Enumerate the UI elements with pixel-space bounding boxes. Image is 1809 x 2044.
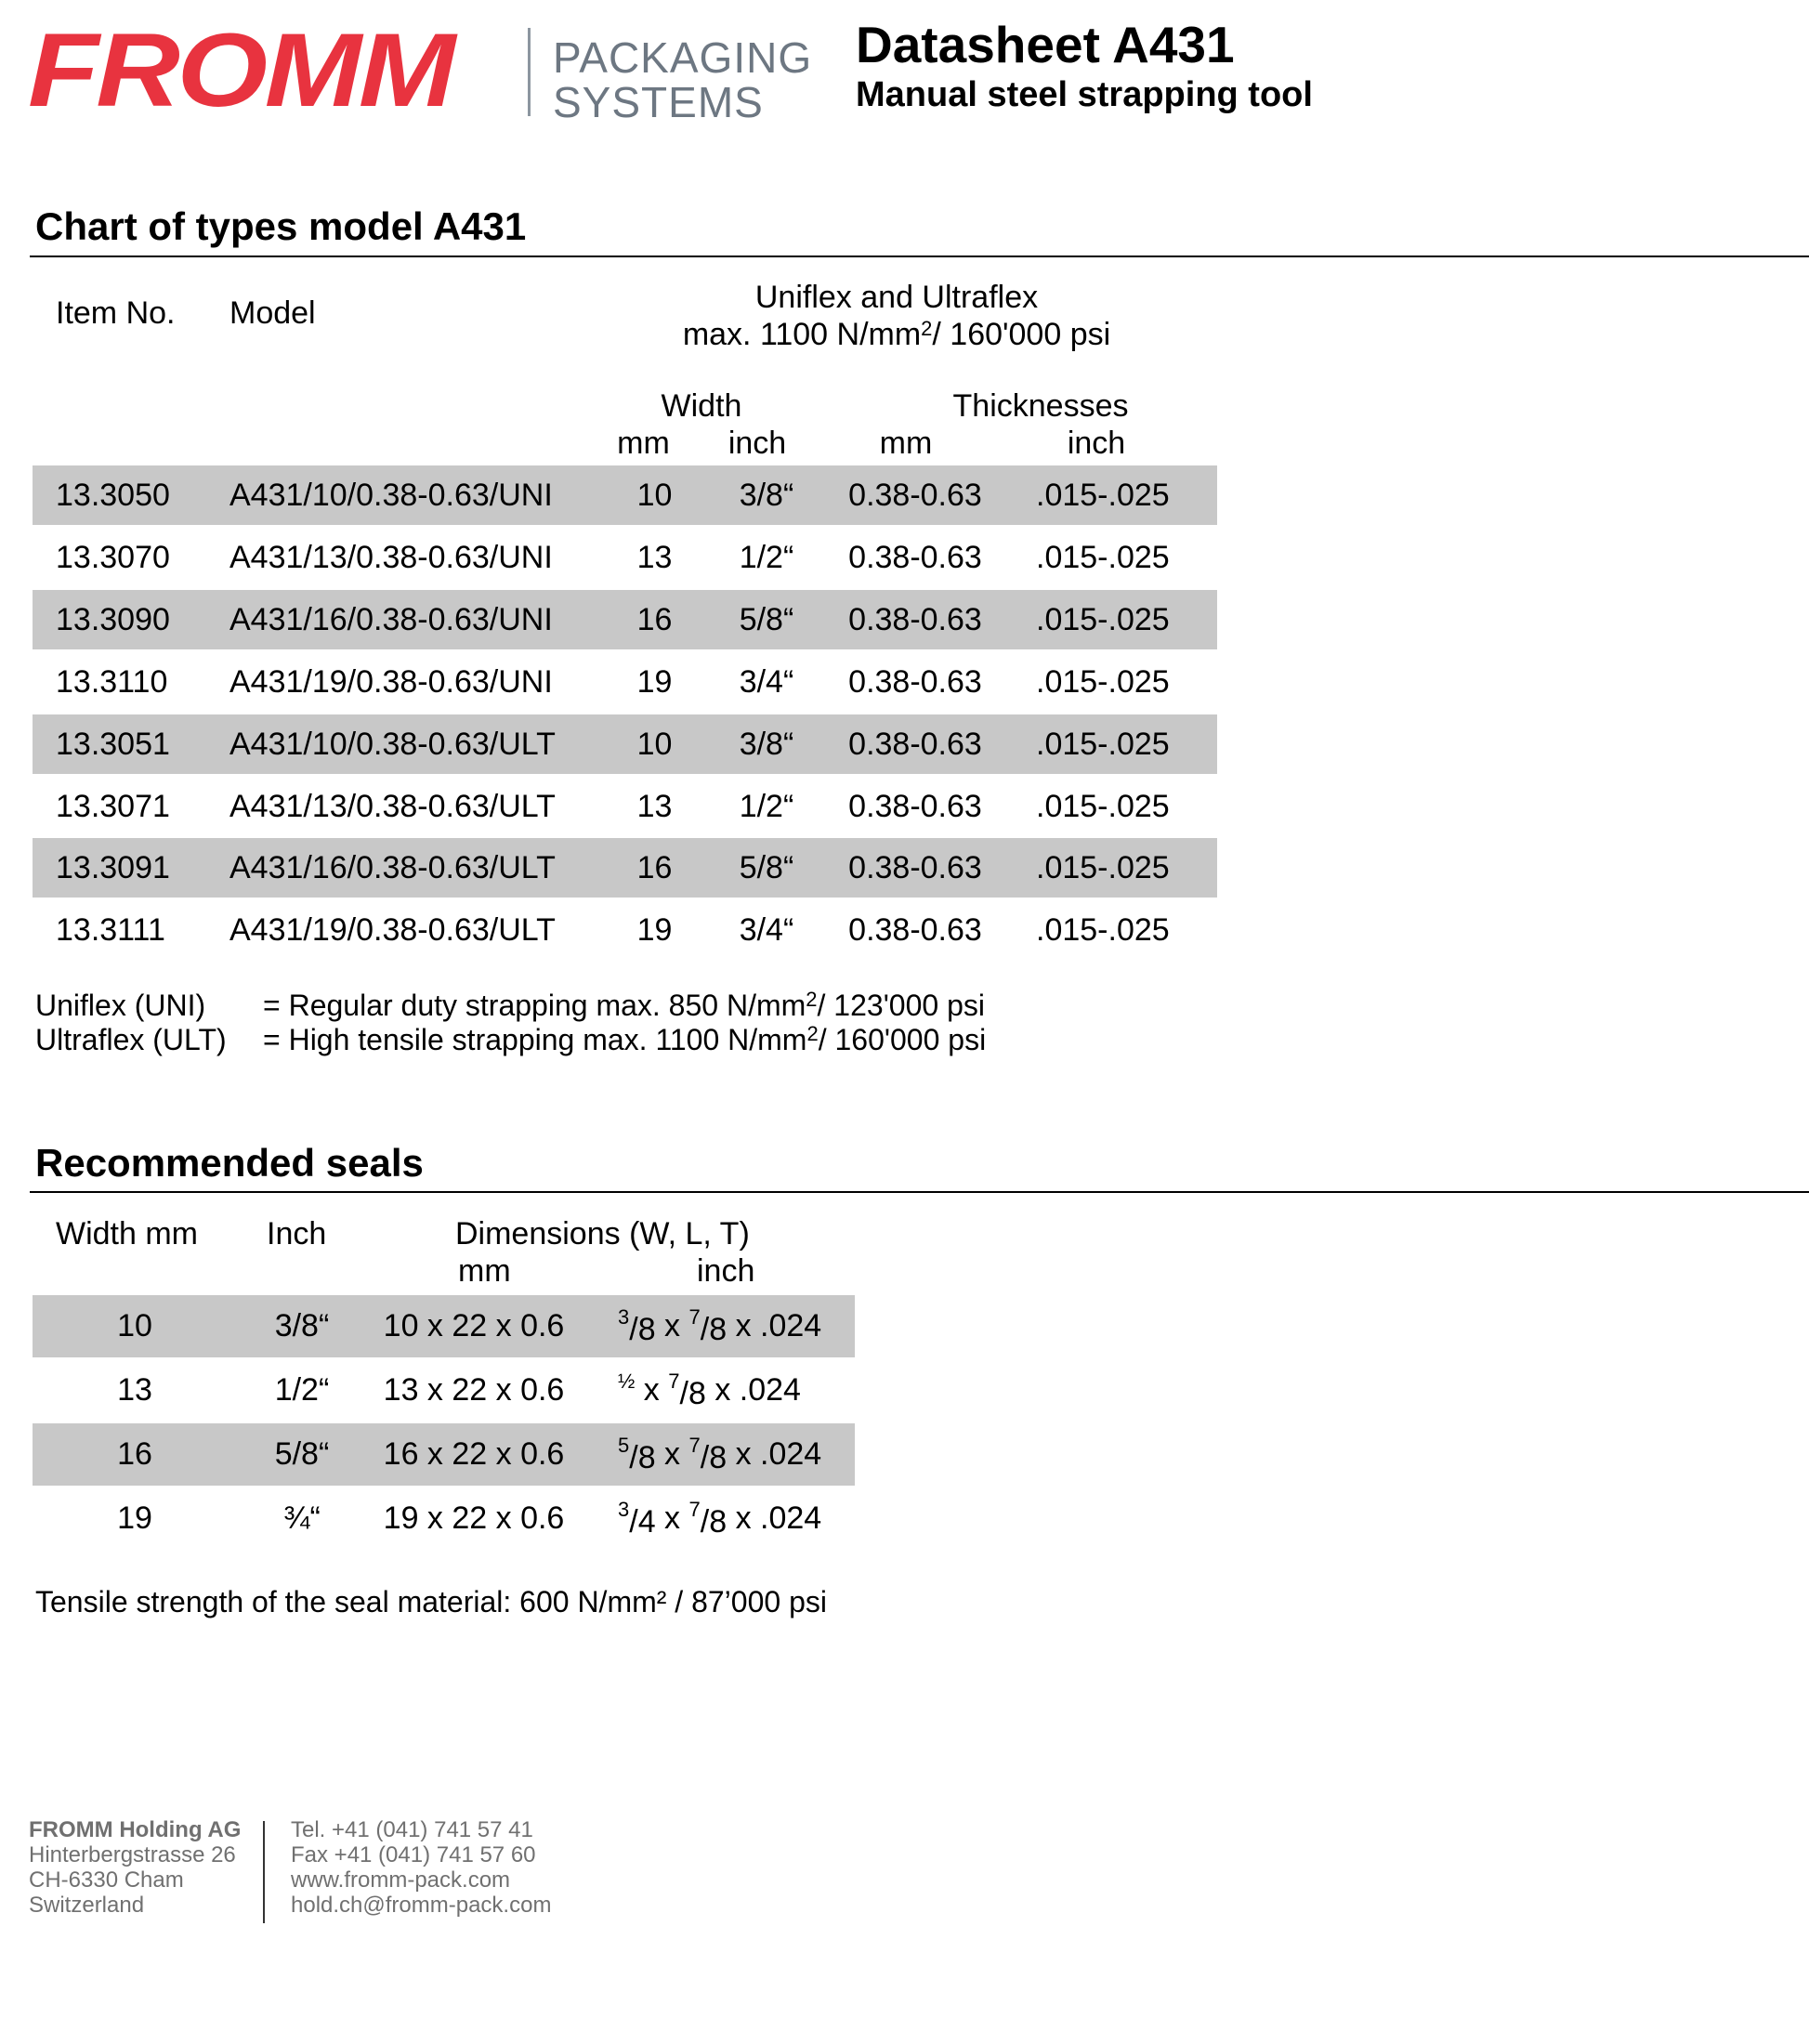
logo-sub-line-2: SYSTEMS [553,78,764,126]
footer-company: FROMM Holding AG [29,1817,242,1842]
cell-item-no: 13.3091 [56,850,170,886]
cell-seal-width: 16 [117,1436,152,1472]
cell-item-no: 13.3090 [56,601,170,637]
frac-b-num: 7 [688,1498,701,1521]
col-item-header: Item No. [56,295,176,331]
table-row [33,590,1217,649]
footer-country: Switzerland [29,1893,145,1918]
logo-sub-line-1: PACKAGING [553,33,813,82]
footer-web[interactable]: www.fromm-pack.com [291,1867,511,1893]
datasheet-title: Datasheet A431 [856,16,1235,73]
group-title: Uniflex and Ultraflex [754,280,1039,315]
cell-width-inch: 5/8“ [739,601,794,637]
frac-t: x .024 [705,1372,801,1408]
frac-b-num: 7 [688,1434,701,1457]
cell-thickness-mm: 0.38-0.63 [848,663,982,700]
table-row [33,652,1217,712]
note-uni-label: Uniflex (UNI) [35,989,206,1022]
note-uni-sup: 2 [806,988,818,1011]
width-header: Width [661,388,742,424]
cell-seal-dims-mm: 19 x 22 x 0.6 [383,1500,565,1536]
frac-t: x .024 [727,1500,822,1536]
cell-thickness-mm: 0.38-0.63 [848,850,982,886]
cell-width-mm: 10 [636,478,673,513]
cell-width-mm: 16 [636,850,673,886]
note-ult-pre: = High tensile strapping max. 1100 N/mm [263,1023,807,1056]
cell-item-no: 13.3070 [56,539,170,575]
cell-model: A431/16/0.38-0.63/ULT [229,850,556,886]
table-row [33,900,1217,960]
seal-col-inch-header: Inch [267,1216,327,1251]
footer-street: Hinterbergstrasse 26 [29,1842,236,1867]
frac-a-num: 5 [618,1434,630,1457]
cell-item-no: 13.3071 [56,788,170,824]
cell-seal-dims-inch [618,1295,855,1357]
cell-item-no: 13.3051 [56,726,170,762]
cell-model: A431/10/0.38-0.63/ULT [229,726,556,762]
cell-width-inch: 3/4“ [739,663,794,700]
frac-a-den: /8 [629,1312,656,1347]
cell-seal-dims-inch [618,1423,855,1486]
times-sign: x [655,1308,689,1343]
logo-wordmark: FROMM [28,12,452,128]
frac-a-den: /8 [629,1440,656,1475]
cell-width-inch: 1/2“ [739,539,794,575]
frac-a-num: 3 [618,1305,630,1329]
width-mm-unit: mm [617,426,670,461]
footer-address [29,1817,241,1918]
cell-thickness-inch: .015-.025 [1036,478,1170,513]
table-row [33,1487,855,1550]
cell-model: A431/16/0.38-0.63/UNI [229,601,553,637]
cell-thickness-mm: 0.38-0.63 [848,601,982,637]
cell-width-inch: 1/2“ [739,788,794,824]
cell-item-no: 13.3111 [56,912,165,949]
seal-mm-unit: mm [458,1253,511,1289]
group-max-pre: max. 1100 N/mm [682,317,922,352]
frac-t: x .024 [727,1436,822,1472]
section-rule [30,1191,1809,1193]
cell-model: A431/19/0.38-0.63/UNI [229,663,553,700]
cell-seal-inch: ¾“ [283,1500,321,1536]
cell-seal-inch: 3/8“ [274,1308,330,1343]
cell-thickness-mm: 0.38-0.63 [848,912,982,949]
cell-thickness-inch: .015-.025 [1036,726,1170,762]
cell-thickness-inch: .015-.025 [1036,912,1170,949]
cell-width-mm: 19 [636,912,673,949]
col-model-header: Model [229,295,316,331]
footer-tel: Tel. +41 (041) 741 57 41 [291,1817,533,1842]
cell-seal-dims-mm: 10 x 22 x 0.6 [383,1308,565,1343]
cell-width-mm: 16 [636,601,673,637]
logo-divider [528,28,531,116]
cell-thickness-inch: .015-.025 [1036,850,1170,886]
times-sign: x [655,1436,689,1472]
cell-width-mm: 10 [636,726,673,762]
cell-width-inch: 5/8“ [739,850,794,886]
note-ult-sup: 2 [806,1022,819,1045]
frac-b-den: /8 [700,1440,728,1475]
frac-b-den: /8 [700,1504,728,1540]
table-row [33,777,1217,836]
cell-model: A431/13/0.38-0.63/ULT [229,788,556,824]
cell-model: A431/19/0.38-0.63/ULT [229,912,556,949]
table-row [33,1423,855,1486]
frac-a-num: 3 [618,1498,630,1521]
cell-item-no: 13.3110 [56,663,168,700]
note-uni-pre: = Regular duty strapping max. 850 N/mm [263,989,806,1022]
cell-thickness-mm: 0.38-0.63 [848,788,982,824]
frac-b-den: /8 [700,1312,728,1347]
times-sign: x [655,1500,689,1536]
thick-mm-unit: mm [879,426,933,461]
table-row [33,465,1217,525]
cell-thickness-mm: 0.38-0.63 [848,478,982,513]
logo-subtitle [553,35,812,124]
frac-b-den: /8 [679,1376,706,1411]
cell-width-inch: 3/8“ [739,726,794,762]
frac-t: x .024 [727,1308,822,1343]
seal-col-width-header: Width mm [56,1216,198,1251]
cell-thickness-inch: .015-.025 [1036,788,1170,824]
table-row [33,838,1217,898]
cell-item-no: 13.3050 [56,478,170,513]
frac-a-num: ½ [618,1369,636,1393]
seal-col-dims-header: Dimensions (W, L, T) [455,1216,750,1251]
seal-inch-unit: inch [697,1253,755,1289]
note-ult-post: / 160'000 psi [818,1023,987,1056]
section-rule [30,256,1809,257]
cell-seal-dims-inch [618,1487,855,1550]
times-sign: x [635,1372,669,1408]
cell-width-mm: 13 [636,539,673,575]
datasheet-subtitle: Manual steel strapping tool [856,75,1313,114]
width-inch-unit: inch [728,426,787,461]
frac-b-num: 7 [688,1305,701,1329]
cell-seal-width: 19 [117,1500,152,1536]
fromm-logo [28,12,813,128]
note-ult-text [263,1021,986,1058]
cell-thickness-mm: 0.38-0.63 [848,539,982,575]
cell-width-mm: 19 [636,663,673,700]
thickness-header: Thicknesses [952,388,1129,424]
cell-seal-dims-inch [618,1359,855,1422]
thick-inch-unit: inch [1067,426,1126,461]
cell-thickness-mm: 0.38-0.63 [848,726,982,762]
cell-thickness-inch: .015-.025 [1036,601,1170,637]
cell-model: A431/10/0.38-0.63/UNI [229,478,553,513]
cell-seal-inch: 5/8“ [274,1436,330,1472]
cell-model: A431/13/0.38-0.63/UNI [229,539,553,575]
footer-contact [291,1817,551,1918]
group-max [632,316,1161,353]
table-row [33,714,1217,774]
frac-a-den: /4 [629,1504,656,1540]
cell-seal-width: 10 [117,1308,152,1343]
cell-width-inch: 3/4“ [739,912,794,949]
footer-fax: Fax +41 (041) 741 57 60 [291,1842,536,1867]
cell-width-mm: 13 [636,788,673,824]
note-uni-post: / 123'000 psi [817,989,985,1022]
cell-seal-inch: 1/2“ [274,1372,330,1408]
table-row [33,1359,855,1422]
cell-seal-dims-mm: 16 x 22 x 0.6 [383,1436,565,1472]
frac-b-num: 7 [668,1369,680,1393]
cell-thickness-inch: .015-.025 [1036,663,1170,700]
group-max-sup: 2 [921,317,933,340]
cell-thickness-inch: .015-.025 [1036,539,1170,575]
seals-section-title: Recommended seals [35,1141,424,1185]
note-uni-text [263,987,985,1024]
cell-seal-width: 13 [117,1372,152,1408]
footer-email[interactable]: hold.ch@fromm-pack.com [291,1893,552,1918]
footer-divider [263,1821,265,1923]
tensile-note: Tensile strength of the seal material: 600 N/mm² / 87’000 psi [35,1585,827,1618]
note-ult-label: Ultraflex (ULT) [35,1023,227,1056]
types-section-title: Chart of types model A431 [35,204,527,248]
footer-city: CH-6330 Cham [29,1867,184,1893]
table-row [33,528,1217,587]
cell-width-inch: 3/8“ [739,478,794,513]
cell-seal-dims-mm: 13 x 22 x 0.6 [383,1372,565,1408]
table-row [33,1295,855,1357]
group-max-post: / 160'000 psi [932,317,1111,352]
